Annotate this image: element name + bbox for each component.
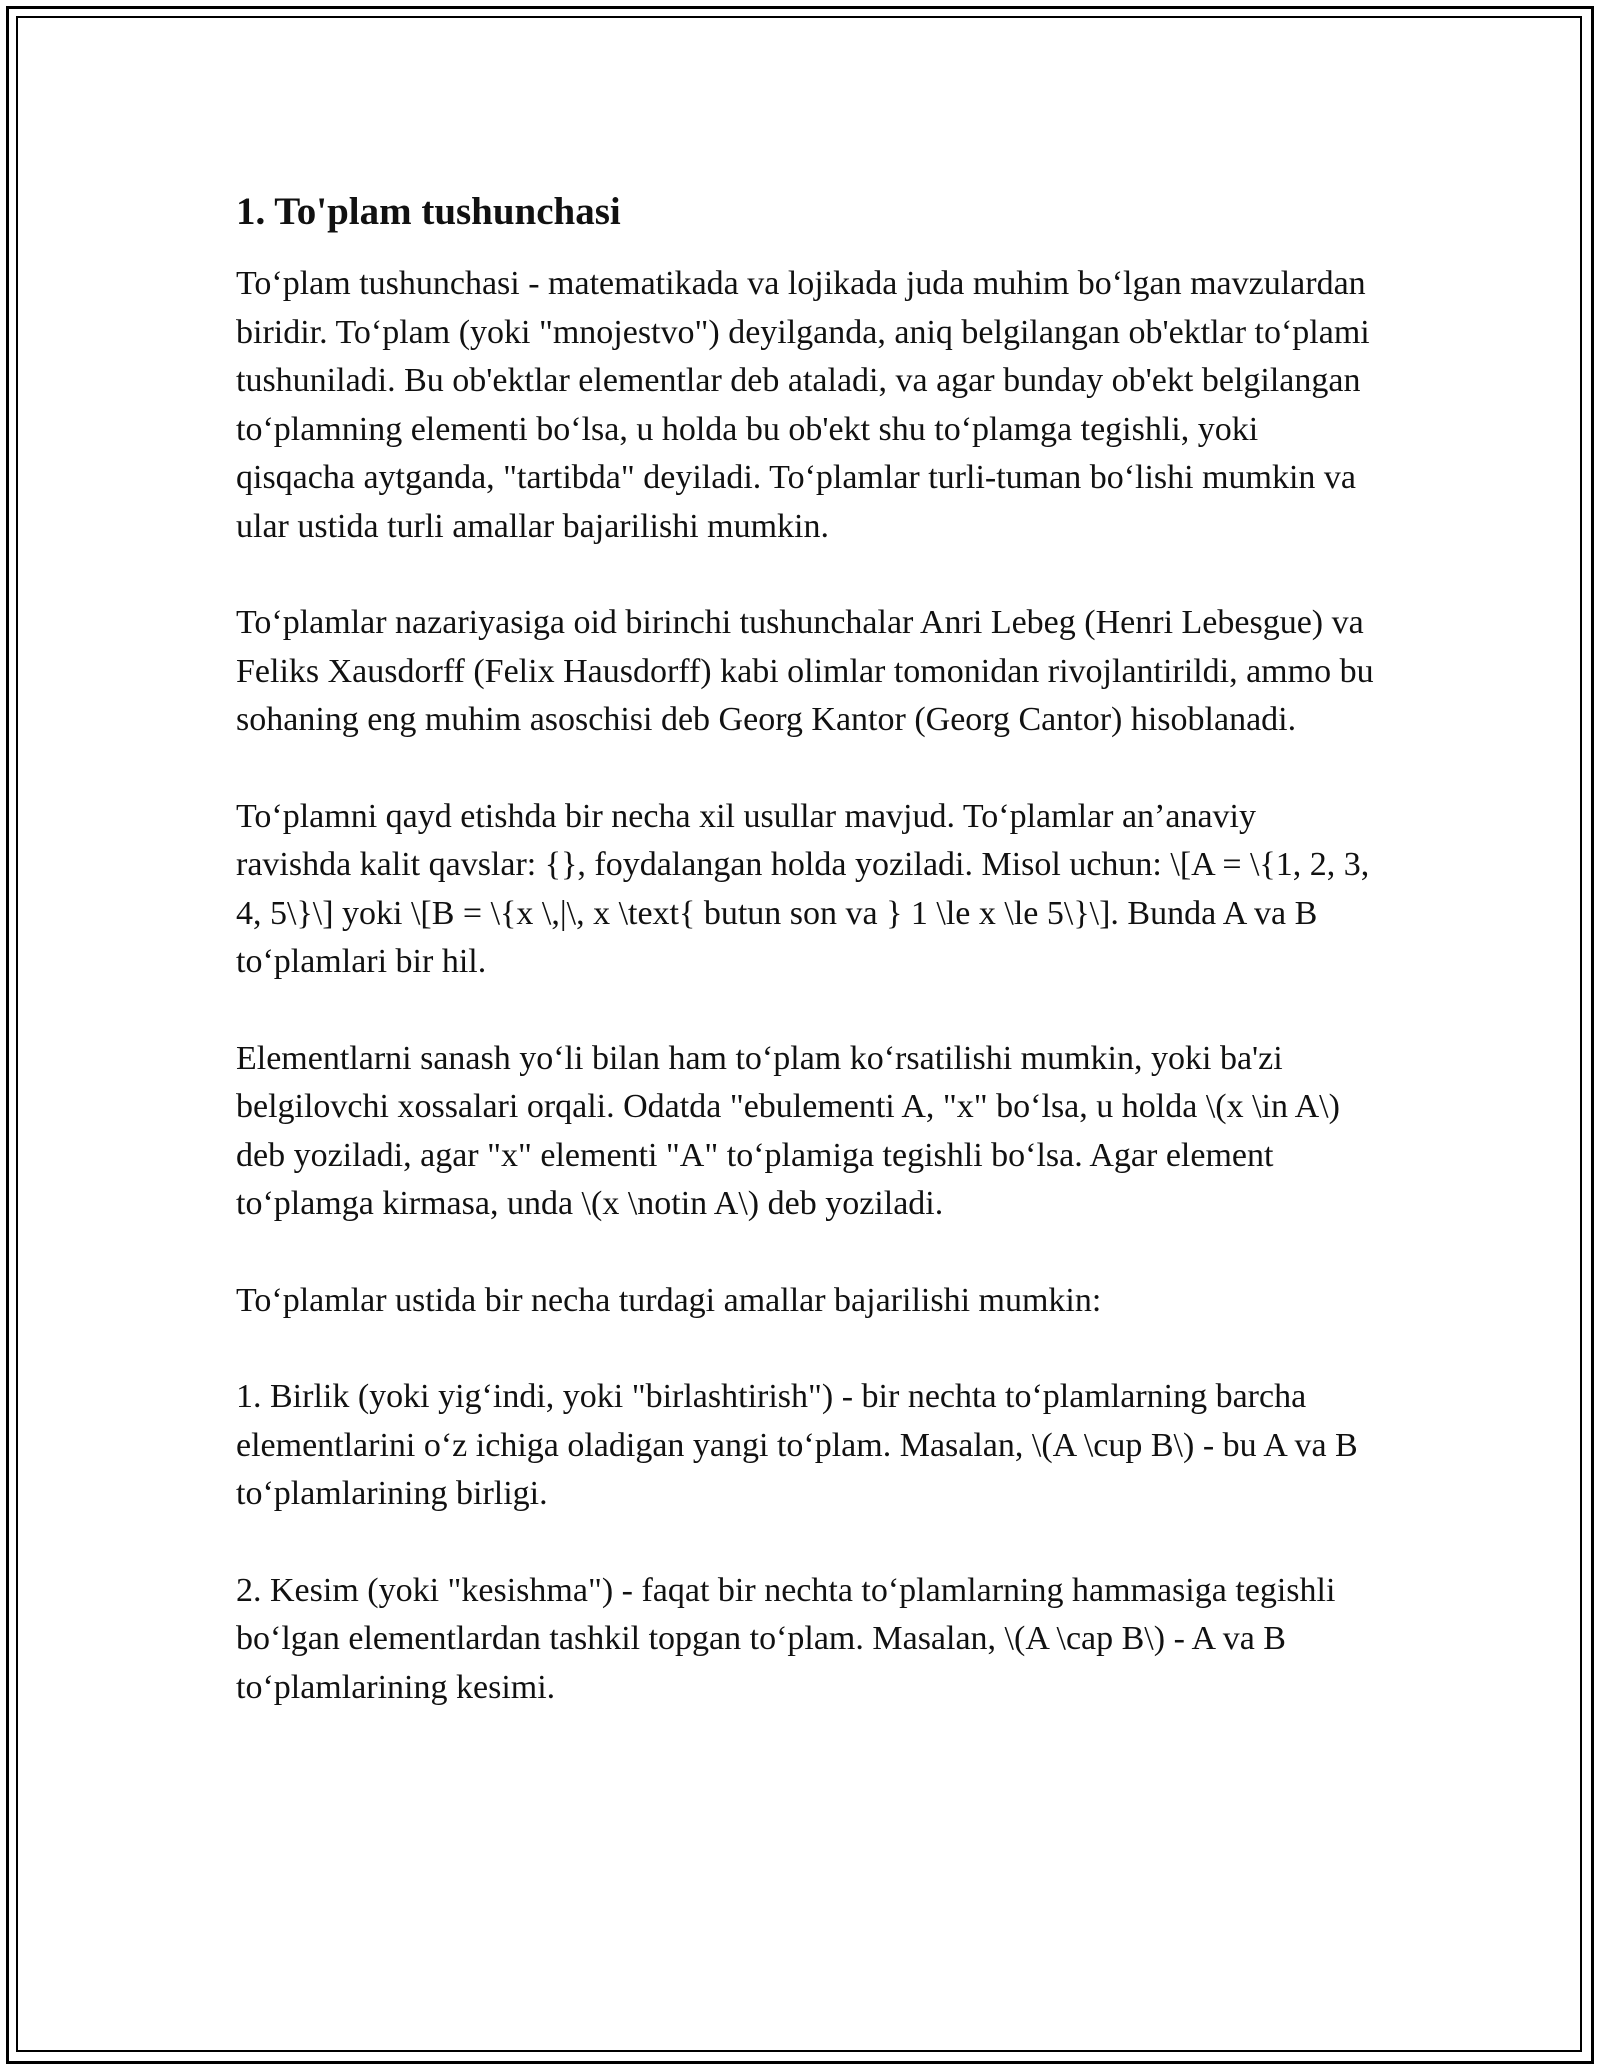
paragraph-definition: To‘plam tushunchasi - matematikada va lojikada juda muhim bo‘lgan mavzulardan biridir. To‘plam (yoki "mnojestvo") deyilganda, aniq belgilangan ob'ektlar to‘plami tushuniladi. Bu ob'ektlar elementlar deb ataladi, va agar bunday ob'ekt belgilangan to‘plamning elementi bo‘lsa, u holda bu ob'ekt shu to‘plamga tegishli, yoki qisqacha aytganda, "tartibda" deyiladi. To‘plamlar turli-tuman bo‘lishi mumkin va ular ustida turli amallar bajarilishi mumkin. bbox=[236, 265, 1370, 545]
section-heading: 1. To'plam tushunchasi bbox=[236, 190, 621, 233]
paragraph-union: 1. Birlik (yoki yig‘indi, yoki "birlashtirish") - bir nechta to‘plamlarning barcha elementlarini o‘z ichiga oladigan yangi to‘plam. Masalan, \(A \cup B\) - bu A va B to‘plamlarining birligi. bbox=[236, 1378, 1358, 1512]
paragraph-notation: To‘plamni qayd etishda bir necha xil usullar mavjud. To‘plamlar an’anaviy ravishda kalit qavslar: {}, foydalangan holda yoziladi. Misol uchun: \[A = \{1, 2, 3, 4, 5\}\] yoki \[B = \{x \,|\, x \text{ butun son va } 1 \le x \le 5\}\]. Bunda A va B to‘plamlari bir hil. bbox=[236, 797, 1370, 980]
paragraph-history: To‘plamlar nazariyasiga oid birinchi tushunchalar Anri Lebeg (Henri Lebesgue) va Feliks Xausdorff (Felix Hausdorff) kabi olimlar tomonidan rivojlantirildi, ammo bu sohaning eng muhim asoschisi deb Georg Kantor (Georg Cantor) hisoblanadi. bbox=[236, 604, 1374, 738]
paragraph-membership: Elementlarni sanash yo‘li bilan ham to‘plam ko‘rsatilishi mumkin, yoki ba'zi belgilovchi xossalari orqali. Odatda "ebulementi A, "x" bo‘lsa, u holda \(x \in A\) deb yoziladi, agar "x" elementi "A" to‘plamiga tegishli bo‘lsa. Agar element to‘plamga kirmasa, unda \(x \notin A\) deb yoziladi. bbox=[236, 1039, 1340, 1222]
paragraph-operations-intro: To‘plamlar ustida bir necha turdagi amallar bajarilishi mumkin: bbox=[236, 1281, 1102, 1319]
paragraph-intersection: 2. Kesim (yoki "kesishma") - faqat bir nechta to‘plamlarning hammasiga tegishli bo‘lgan elementlardan tashkil topgan to‘plam. Masalan, \(A \cap B\) - A va B to‘plamlarining kesimi. bbox=[236, 1571, 1336, 1706]
document-body bbox=[236, 186, 1376, 1760]
